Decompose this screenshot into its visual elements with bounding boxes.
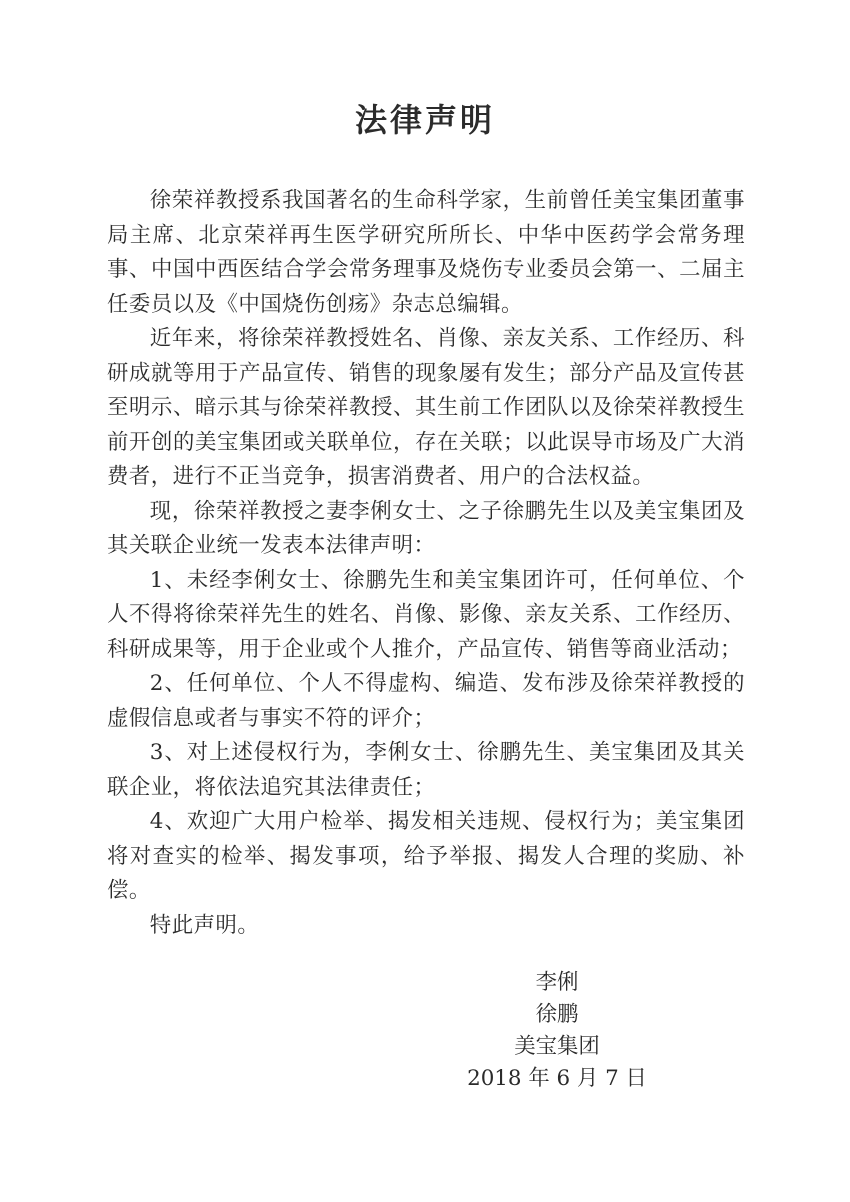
paragraph-item-1: 1、未经李俐女士、徐鹏先生和美宝集团许可，任何单位、个人不得将徐荣祥先生的姓名、肖像、影像、亲友关系、工作经历、科研成果等，用于企业或个人推介，产品宣传、销售等商业活动； [107, 567, 745, 662]
signature-company: 美宝集团 [514, 1034, 600, 1059]
signature-name-lili: 李俐 [535, 970, 579, 995]
statement-body [0, 184, 850, 943]
signature-block [452, 967, 662, 1095]
paragraph-closing: 特此声明。 [149, 912, 260, 938]
paragraph-item-4: 4、欢迎广大用户检举、揭发相关违规、侵权行为；美宝集团将对查实的检举、揭发事项，给予举报、揭发人合理的奖励、补偿。 [107, 809, 745, 903]
signature-date: 2018 年 6 月 7 日 [467, 1066, 647, 1091]
paragraph-problem-description: 近年来，将徐荣祥教授姓名、肖像、亲友关系、工作经历、科研成就等用于产品宣传、销售的现象屡有发生；部分产品及宣传甚至明示、暗示其与徐荣祥教授、其生前工作团队以及徐荣祥教授生前开创的美宝集团或关联单位，存在关联；以此误导市场及广大消费者，进行不正当竞争，损害消费者、用户的合法权益。 [107, 326, 745, 489]
paragraph-item-3: 3、对上述侵权行为，李俐女士、徐鹏先生、美宝集团及其关联企业，将依法追究其法律责任； [107, 740, 745, 800]
paragraph-intro-professor: 徐荣祥教授系我国著名的生命科学家，生前曾任美宝集团董事局主席、北京荣祥再生医学研究所所长、中华中医药学会常务理事、中国中西医结合学会常务理事及烧伤专业委员会第一、二届主任委员以及《中国烧伤创疡》杂志总编辑。 [107, 188, 745, 317]
paragraph-item-2: 2、任何单位、个人不得虚构、编造、发布涉及徐荣祥教授的虚假信息或者与事实不符的评介； [107, 671, 745, 731]
page-title: 法律声明 [354, 101, 495, 139]
paragraph-declaration-lead: 现，徐荣祥教授之妻李俐女士、之子徐鹏先生以及美宝集团及其关联企业统一发表本法律声明： [107, 498, 745, 558]
signature-name-xupeng: 徐鹏 [535, 1002, 579, 1027]
